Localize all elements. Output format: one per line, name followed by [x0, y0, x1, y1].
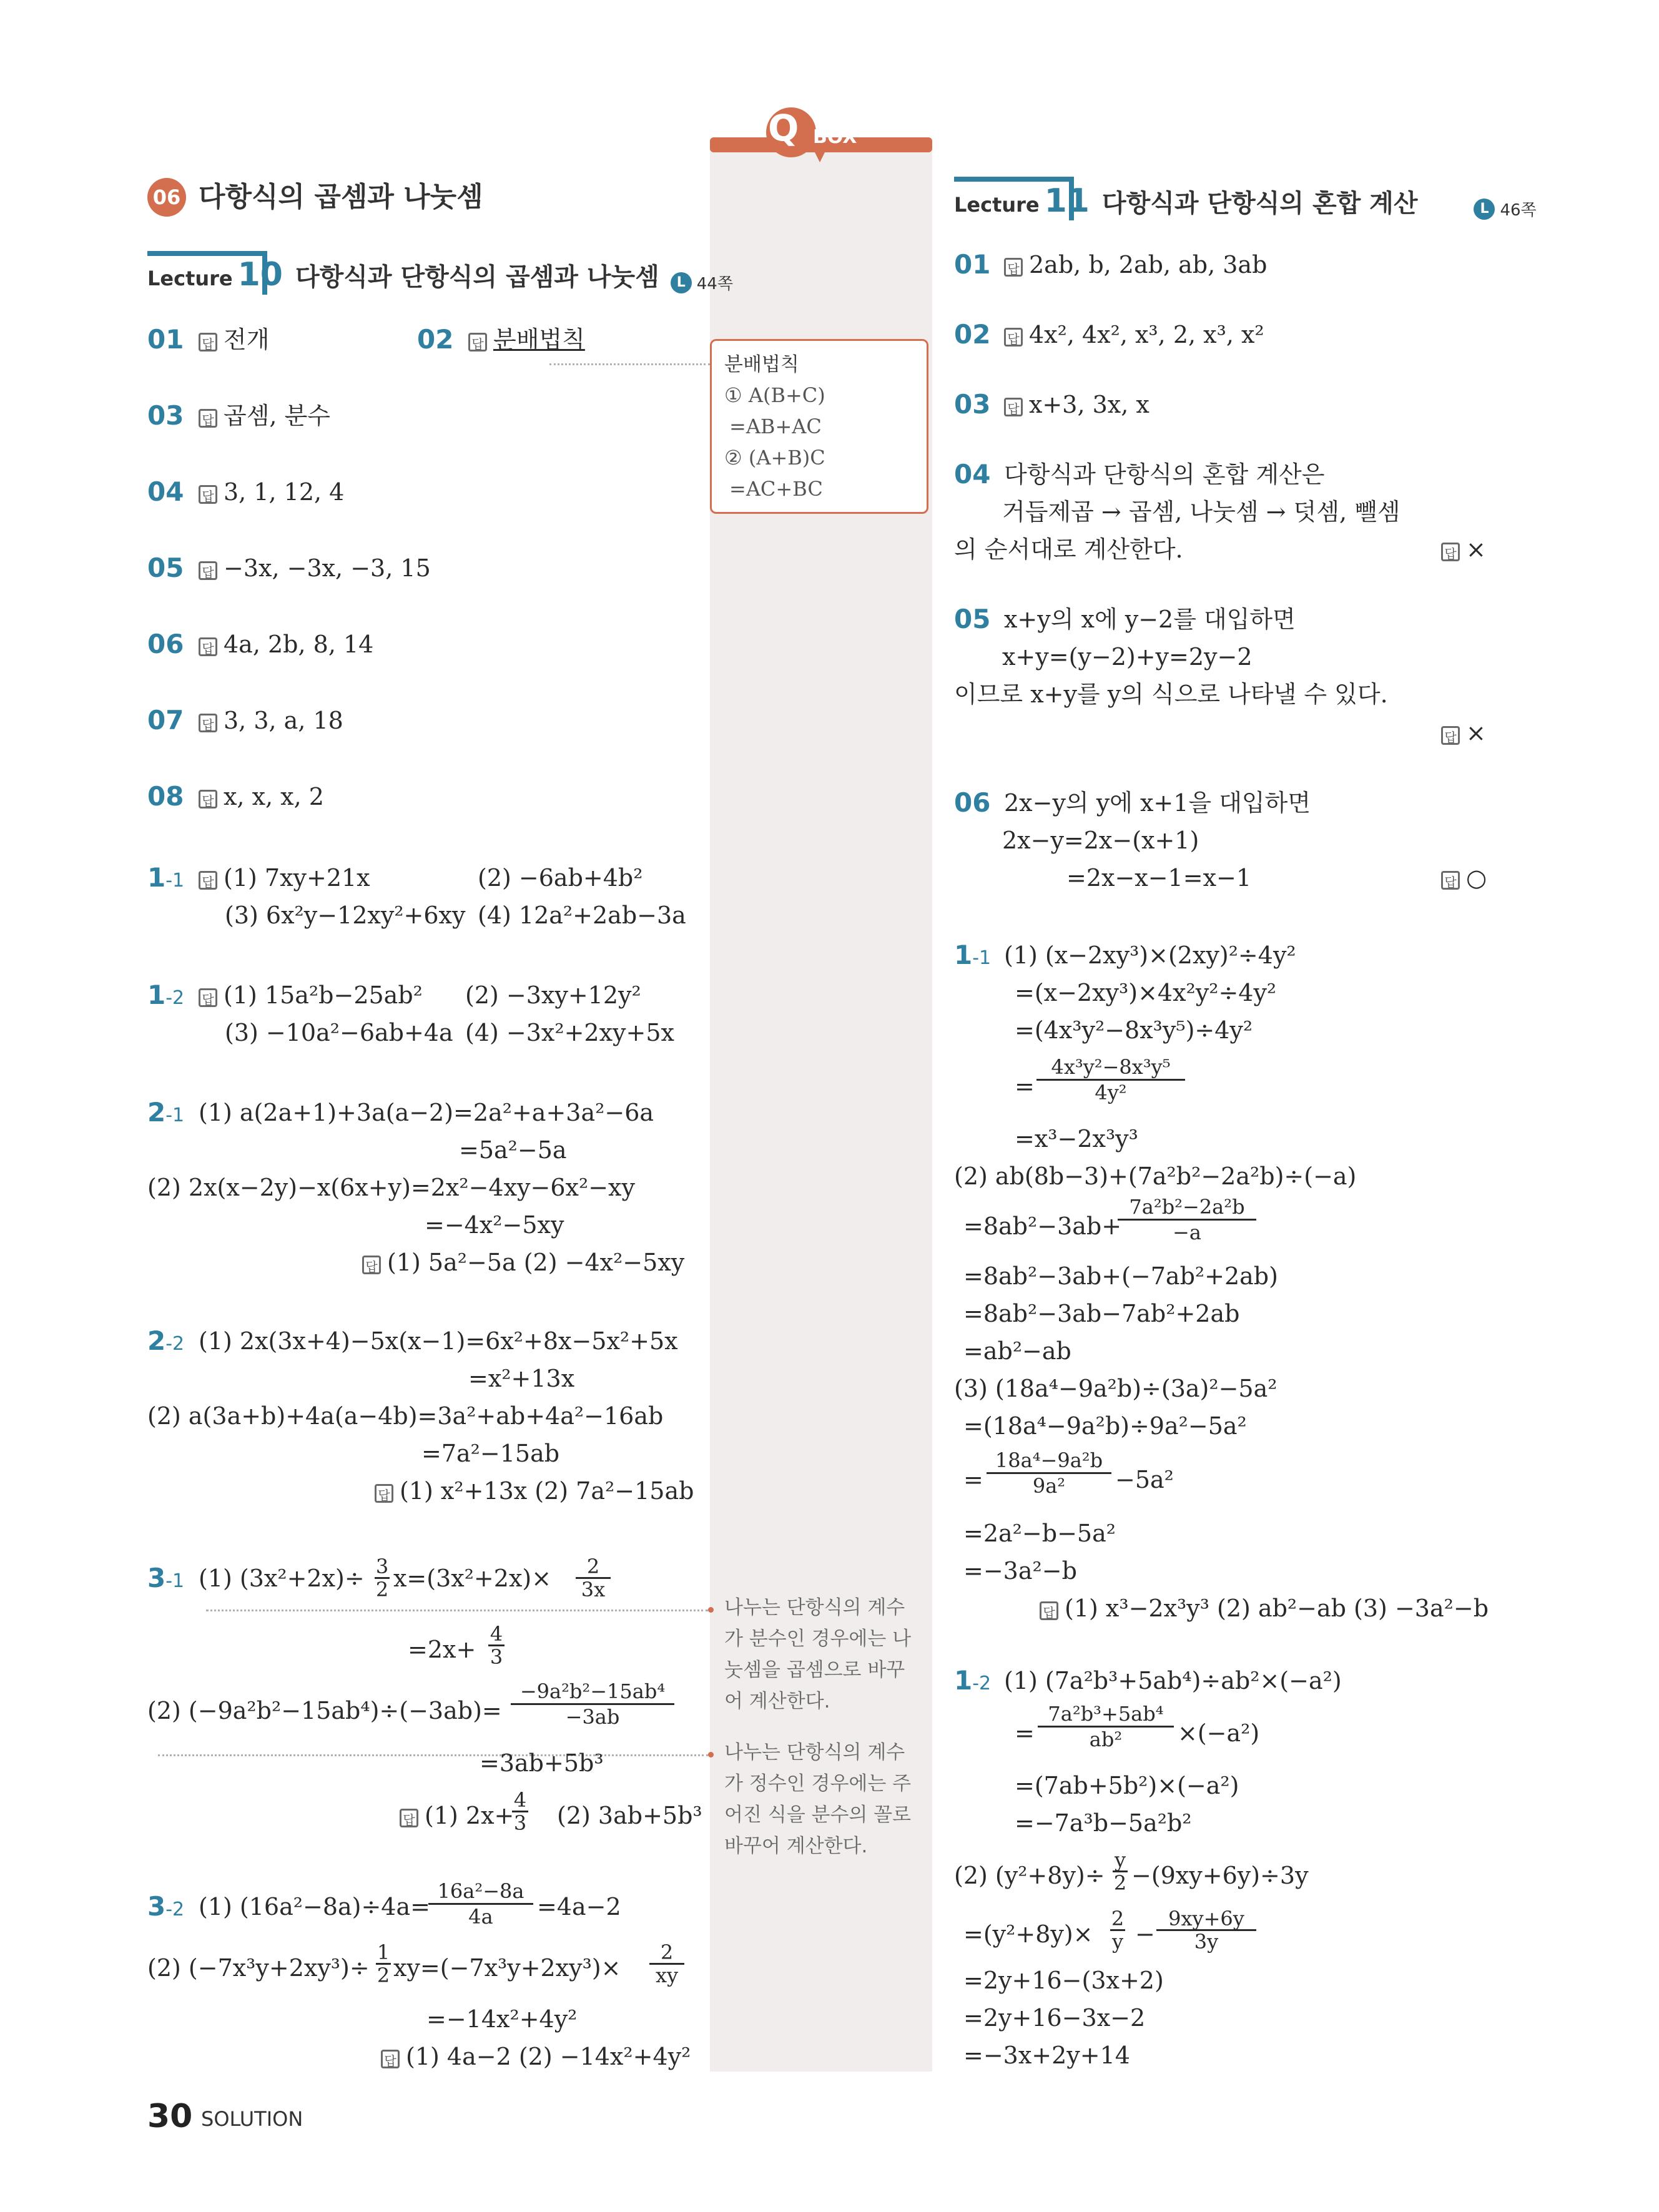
lecture-title: 다항식과 단항식의 혼합 계산 [1102, 189, 1418, 218]
answer-text: (2) 3ab+5b³ [557, 1802, 702, 1829]
problem-sub-number: -1 [165, 1570, 185, 1592]
solution-line: x+y의 x에 y−2를 대입하면 [1004, 606, 1296, 633]
answer-icon: 답 [381, 2050, 400, 2068]
solution-line: =2a²−b−5a² [963, 1520, 1116, 1547]
note-bullet [708, 1607, 714, 1613]
solution-line: ×(−a²) [1178, 1719, 1260, 1747]
answer-icon: 답 [1004, 328, 1023, 347]
note-line: 눗셈을 곱셈으로 바꾸 [724, 1659, 905, 1681]
answer-icon: 답 [199, 561, 217, 580]
solution-line: (2) (−7x³y+2xy³)÷ [147, 1954, 370, 1982]
answer-text: (1) x³−2x³y³ (2) ab²−ab (3) −3a²−b [1065, 1595, 1489, 1622]
fraction-numerator: y [1114, 1848, 1126, 1872]
note-line: 가 정수인 경우에는 주 [724, 1772, 912, 1795]
answer-text: (4) −3x²+2xy+5x [465, 1019, 674, 1046]
problem-number [147, 863, 184, 896]
problem-number: 05 [954, 604, 991, 634]
answer-text: (1) 5a²−5a (2) −4x²−5xy [387, 1249, 685, 1276]
answer-icon: 답 [199, 333, 217, 351]
problem-sub-number: -2 [165, 987, 185, 1009]
answer-text: (1) 15a²b−25ab² [224, 981, 423, 1009]
problem-main-number: 3 [147, 1891, 166, 1922]
solution-line: =ab²−ab [963, 1337, 1071, 1365]
answer-line [362, 1247, 684, 1277]
fraction-denominator: ab² [1038, 1726, 1174, 1751]
problem-main-number: 1 [954, 940, 973, 970]
problem-number: 01 [147, 324, 184, 355]
fraction-numerator: 1 [377, 1940, 390, 1964]
leader-line [158, 1754, 708, 1756]
fraction-denominator: 4a [428, 1903, 533, 1929]
fraction-denominator: 3 [488, 1644, 505, 1668]
solution-line: (1) (3x²+2x)÷ [199, 1565, 365, 1592]
answer-line [199, 401, 330, 431]
chapter-title: 다항식의 곱셈과 나눗셈 [199, 181, 483, 213]
fraction [488, 1623, 505, 1668]
answer-text: 3, 1, 12, 4 [224, 478, 345, 506]
note-line: 어진 식을 분수의 꼴로 [724, 1804, 912, 1826]
fraction [428, 1879, 533, 1929]
distributive-law-lines [724, 380, 825, 504]
solution-line: =(18a⁴−9a²b)÷9a²−5a² [963, 1412, 1247, 1440]
problem-number [147, 1563, 184, 1596]
answer-text: (4) 12a²+2ab−3a [478, 902, 686, 929]
answer-icon: 답 [199, 485, 217, 504]
fraction-numerator: 2 [660, 1940, 674, 1964]
fraction [1156, 1908, 1256, 1952]
solution-line: =(4x³y²−8x³y⁵)÷4y² [1015, 1016, 1253, 1044]
problem-number: 07 [147, 705, 184, 735]
answer-text: 분배법칙 [493, 326, 585, 353]
fraction-numerator: 4 [490, 1622, 503, 1646]
problem-number: 04 [147, 476, 184, 507]
solution-line: =2y+16−(3x+2) [963, 1967, 1164, 1994]
note-line: 나누는 단항식의 계수 [724, 1596, 905, 1619]
lecture-number: 10 [237, 256, 283, 293]
solution-line: 다항식과 단항식의 혼합 계산은 [1004, 461, 1325, 488]
fraction-numerator: 16a²−8a [437, 1879, 524, 1903]
answer-text: (3) −10a²−6ab+4a [225, 1019, 453, 1046]
answer-text: (1) x²+13x (2) 7a²−15ab [400, 1477, 694, 1505]
answer-icon: 답 [1441, 726, 1460, 745]
solution-line: =(y²+8y)× [963, 1920, 1093, 1948]
solution-line: (1) (x−2xy³)×(2xy)²÷4y² [1004, 941, 1296, 969]
answer-line [468, 325, 585, 355]
problem-sub-number: -2 [972, 1673, 992, 1694]
answer-icon: 답 [199, 790, 217, 809]
fraction [1036, 1055, 1185, 1104]
leader-line [206, 1610, 708, 1611]
problem-number: 03 [954, 389, 991, 420]
answer-line [199, 863, 370, 893]
problem-number: 08 [147, 781, 184, 812]
fraction-numerator: 3 [375, 1555, 389, 1578]
lecture-bar [147, 251, 266, 256]
fraction [375, 1556, 390, 1600]
solution-line: =(7ab+5b²)×(−a²) [1015, 1772, 1239, 1799]
solution-line: (1) (16a²−8a)÷4a= [199, 1893, 430, 1920]
fraction [576, 1556, 611, 1600]
fraction-denominator: 3 [512, 1811, 528, 1834]
answer-text: (1) 2x+ [425, 1802, 514, 1829]
answer-line [199, 553, 431, 583]
note-line: 바꾸어 계산한다. [724, 1835, 868, 1857]
answer-line [1004, 250, 1267, 280]
solution-line: 거듭제곱 → 곱셈, 나눗셈 → 덧셈, 뺄셈 [1002, 498, 1401, 526]
answer-icon: 답 [199, 714, 217, 732]
answer-text: 3, 3, a, 18 [224, 707, 343, 734]
answer-text: (2) −3xy+12y² [465, 981, 641, 1009]
solution-line: (1) 2x(3x+4)−5x(x−1)=6x²+8x−5x²+5x [199, 1327, 678, 1355]
solution-line: 2x−y의 y에 x+1을 대입하면 [1004, 789, 1311, 817]
answer-mark [1441, 534, 1486, 564]
solution-line: 의 순서대로 계산한다. [954, 536, 1183, 563]
solution-line: xy=(−7x³y+2xy³)× [393, 1954, 621, 1982]
solution-line: =5a²−5a [459, 1136, 567, 1164]
problem-number [147, 1326, 184, 1359]
fraction-numerator: 2 [586, 1555, 600, 1578]
footer-label: SOLUTION [201, 2107, 303, 2131]
lecture-title: 다항식과 단항식의 곱셈과 나눗셈 [295, 263, 659, 292]
lecture-word: Lecture [954, 193, 1040, 217]
fraction [1118, 1195, 1256, 1244]
answer-line [199, 705, 343, 735]
answer-line [199, 782, 324, 812]
answer-icon: 답 [199, 637, 217, 656]
page-ref: 44쪽 [696, 275, 733, 293]
answer-icon: 답 [199, 988, 217, 1007]
answer-text: 4a, 2b, 8, 14 [224, 631, 374, 658]
fraction-denominator: y [1110, 1929, 1125, 1952]
solution-line: 이므로 x+y를 y의 식으로 나타낼 수 있다. [954, 681, 1388, 708]
fraction-numerator: 9xy+6y [1168, 1907, 1244, 1930]
answer-icon: 답 [1441, 871, 1460, 890]
solution-line: x=(3x²+2x)× [393, 1565, 552, 1592]
qbox-logo-text: BOX [813, 126, 857, 148]
solution-line: =8ab²−3ab+ [963, 1212, 1122, 1240]
fraction [1110, 1908, 1125, 1952]
solution-line: =−3x+2y+14 [963, 2042, 1130, 2069]
note-bullet [708, 1752, 714, 1757]
chapter-number: 06 [147, 178, 186, 217]
fraction-denominator: xy [649, 1963, 684, 1986]
solution-line: (1) a(2a+1)+3a(a−2)=2a²+a+3a²−6a [199, 1099, 654, 1126]
answer-icon: 답 [468, 333, 487, 351]
answer-text: 2ab, b, 2ab, ab, 3ab [1029, 251, 1268, 278]
solution-line: =x³−2x³y³ [1015, 1125, 1138, 1153]
qbox-pointer [815, 152, 825, 162]
answer-text: ○ [1466, 864, 1487, 892]
problem-sub-number: -2 [165, 1333, 185, 1355]
solution-line: =−3a²−b [963, 1557, 1077, 1585]
problem-main-number: 2 [147, 1325, 166, 1356]
answer-text: (2) −6ab+4b² [478, 864, 643, 892]
solution-line: (2) (y²+8y)÷ [954, 1862, 1105, 1889]
answer-line [381, 2042, 691, 2072]
fraction [1113, 1849, 1128, 1894]
solution-line: =8ab²−3ab+(−7ab²+2ab) [963, 1262, 1278, 1290]
solution-line: = [1015, 1073, 1035, 1100]
answer-icon: 답 [1004, 258, 1023, 277]
answer-text: 곱셈, 분수 [224, 402, 330, 430]
law-line: ① A(B+C) [724, 383, 825, 407]
answer-line [400, 1801, 514, 1831]
page-ref-icon: L [1474, 199, 1495, 220]
problem-number [147, 980, 184, 1013]
answer-line [199, 629, 373, 659]
distributive-law-title: 분배법칙 [724, 353, 799, 376]
lecture-bar [954, 177, 1073, 182]
problem-number: 05 [147, 553, 184, 583]
solution-line: =x²+13x [468, 1365, 575, 1392]
solution-line: =3ab+5b³ [480, 1749, 604, 1777]
problem-number [954, 1666, 991, 1699]
fraction [1038, 1702, 1174, 1751]
answer-mark [1441, 863, 1487, 893]
answer-icon: 답 [1004, 398, 1023, 416]
answer-mark [1441, 718, 1486, 748]
solution-line: (1) (7a²b³+5ab⁴)÷ab²×(−a²) [1004, 1667, 1342, 1694]
answer-line [1004, 320, 1264, 350]
answer-icon: 답 [1040, 1601, 1058, 1620]
fraction-numerator: 7a²b²−2a²b [1129, 1195, 1245, 1219]
problem-main-number: 1 [147, 980, 166, 1010]
problem-sub-number: -2 [165, 1899, 185, 1920]
problem-sub-number: -1 [165, 1104, 185, 1126]
fraction-denominator: 2 [377, 1964, 390, 1987]
solution-line: = [1015, 1719, 1035, 1747]
solution-line: =4a−2 [537, 1893, 621, 1920]
answer-line [199, 980, 423, 1010]
solution-line: x+y=(y−2)+y=2y−2 [1002, 643, 1253, 671]
answer-text: 전개 [224, 326, 270, 353]
solution-line: =7a²−15ab [421, 1440, 560, 1467]
problem-number: 03 [147, 400, 184, 431]
solution-line: =−4x²−5xy [425, 1211, 564, 1239]
problem-number [147, 1098, 184, 1131]
lecture-11-header [954, 182, 1537, 220]
lecture-10-header [147, 256, 733, 294]
qbox-note-integer [724, 1737, 911, 1862]
fraction [512, 1789, 528, 1834]
answer-text: (1) 7xy+21x [224, 864, 370, 892]
solution-line: = [963, 1466, 983, 1493]
fraction [511, 1679, 674, 1729]
solution-line: − [1135, 1920, 1155, 1948]
solution-line: (2) (−9a²b²−15ab⁴)÷(−3ab)= [147, 1697, 502, 1724]
solution-line: 2x−y=2x−(x+1) [1002, 827, 1199, 854]
problem-sub-number: -1 [972, 947, 992, 969]
fraction-denominator: 3x [576, 1577, 611, 1600]
fraction-numerator: 18a⁴−9a²b [995, 1448, 1103, 1472]
answer-line [375, 1476, 694, 1506]
problem-sub-number: -1 [165, 870, 185, 892]
problem-number: 04 [954, 459, 991, 489]
answer-line [1040, 1593, 1489, 1623]
problem-number: 06 [954, 787, 991, 818]
page-number: 30 [147, 2098, 193, 2135]
solution-line: (2) ab(8b−3)+(7a²b²−2a²b)÷(−a) [954, 1163, 1357, 1190]
answer-text: × [1466, 719, 1486, 747]
answer-icon: 답 [199, 871, 217, 890]
page-ref: 46쪽 [1500, 201, 1537, 220]
note-line: 나누는 단항식의 계수 [724, 1741, 905, 1764]
fraction [376, 1942, 391, 1986]
solution-line: −5a² [1115, 1466, 1174, 1493]
fraction-denominator: 2 [1113, 1871, 1127, 1895]
fraction-numerator: 7a²b³+5ab⁴ [1048, 1702, 1164, 1726]
solution-line: (3) (18a⁴−9a²b)÷(3a)²−5a² [954, 1375, 1277, 1402]
fraction-denominator: 9a² [987, 1472, 1111, 1498]
problem-main-number: 1 [954, 1665, 973, 1696]
solution-line: (2) 2x(x−2y)−x(6x+y)=2x²−4xy−6x²−xy [147, 1174, 635, 1201]
solution-line: =(x−2xy³)×4x²y²÷4y² [1015, 979, 1277, 1006]
answer-text: (1) 4a−2 (2) −14x²+4y² [406, 2043, 691, 2070]
problem-number: 06 [147, 629, 184, 659]
answer-icon: 답 [362, 1256, 381, 1274]
answer-line [1004, 390, 1149, 420]
solution-line: =−14x²+4y² [426, 2005, 578, 2033]
fraction-numerator: 2 [1111, 1907, 1125, 1930]
answer-text: (3) 6x²y−12xy²+6xy [225, 902, 466, 929]
page-ref-icon: L [671, 272, 692, 293]
note-line: 가 분수인 경우에는 나 [724, 1628, 912, 1650]
law-line: =AC+BC [729, 477, 823, 501]
answer-text: × [1466, 536, 1486, 563]
answer-icon: 답 [1441, 543, 1460, 561]
fraction-denominator: −a [1118, 1219, 1256, 1244]
solution-line: (2) a(3a+b)+4a(a−4b)=3a²+ab+4a²−16ab [147, 1402, 664, 1430]
fraction-denominator: 2 [375, 1578, 389, 1601]
qbox-logo-q: Q [768, 107, 799, 149]
fraction-numerator: 4 [513, 1788, 527, 1812]
law-line: =AB+AC [729, 415, 822, 438]
fraction-numerator: 4x³y²−8x³y⁵ [1051, 1055, 1171, 1079]
problem-number [147, 1892, 184, 1925]
leader-line [549, 363, 710, 365]
answer-text: 4x², 4x², x³, 2, x³, x² [1029, 321, 1264, 348]
note-line: 어 계산한다. [724, 1690, 830, 1713]
problem-number [954, 940, 991, 973]
solution-line: =2y+16−3x−2 [963, 2004, 1146, 2032]
answer-icon: 답 [375, 1484, 393, 1503]
lecture-number: 11 [1044, 182, 1090, 220]
solution-line: =−7a³b−5a²b² [1015, 1809, 1192, 1837]
lecture-word: Lecture [147, 267, 233, 290]
answer-icon: 답 [199, 409, 217, 428]
qbox-note-fraction [724, 1592, 911, 1717]
fraction [987, 1448, 1111, 1498]
problem-number: 01 [954, 249, 991, 280]
law-line: ② (A+B)C [724, 446, 825, 469]
problem-number: 02 [417, 324, 454, 355]
fraction-denominator: 3y [1156, 1929, 1256, 1952]
problem-main-number: 2 [147, 1097, 166, 1128]
problem-main-number: 1 [147, 862, 166, 893]
problem-number: 02 [954, 319, 991, 350]
answer-text: x, x, x, 2 [224, 783, 324, 810]
solution-line: =2x−x−1=x−1 [1066, 864, 1252, 892]
answer-text: −3x, −3x, −3, 15 [224, 554, 431, 582]
answer-icon: 답 [400, 1809, 418, 1827]
fraction-numerator: −9a²b²−15ab⁴ [519, 1679, 666, 1703]
fraction-denominator: 4y² [1036, 1079, 1185, 1104]
solution-line: =8ab²−3ab−7ab²+2ab [963, 1300, 1240, 1327]
answer-line [199, 325, 269, 355]
problem-main-number: 3 [147, 1563, 166, 1593]
solution-line: =2x+ [408, 1636, 476, 1663]
solution-line: −(9xy+6y)÷3y [1131, 1862, 1309, 1889]
answer-line [199, 477, 344, 507]
fraction-denominator: −3ab [511, 1703, 674, 1729]
answer-text: x+3, 3x, x [1029, 391, 1149, 418]
fraction [649, 1942, 684, 1986]
